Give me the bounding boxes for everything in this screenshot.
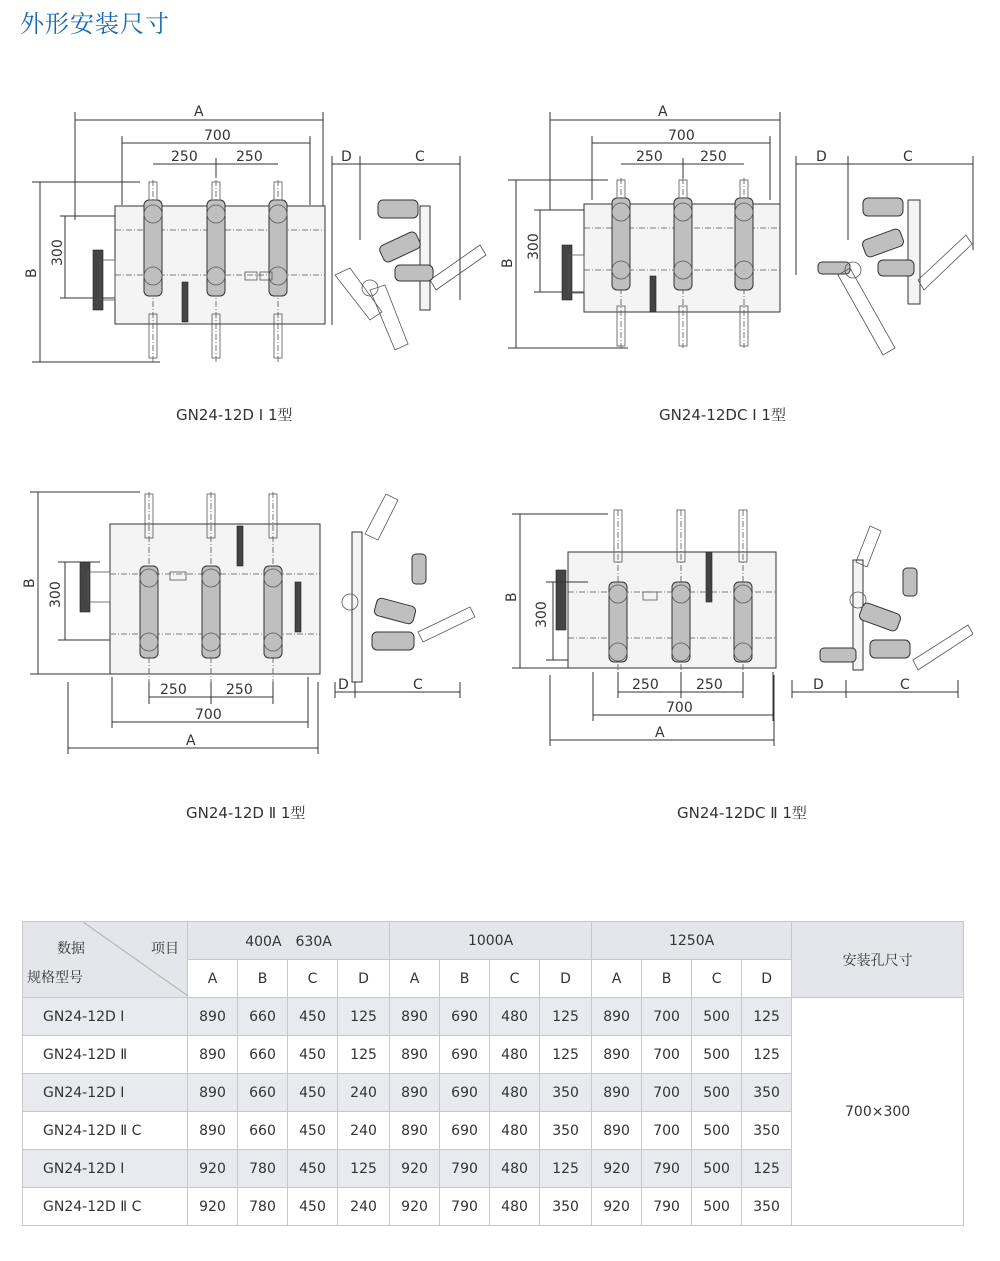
value-cell: 125 [338, 1150, 390, 1188]
value-cell: 350 [742, 1112, 792, 1150]
value-cell: 780 [238, 1188, 288, 1226]
value-cell: 450 [288, 1150, 338, 1188]
value-cell: 500 [692, 1150, 742, 1188]
value-cell: 450 [288, 1188, 338, 1226]
dim-300-label: 300 [534, 601, 550, 628]
value-cell: 890 [592, 1112, 642, 1150]
dim-c-label: C [900, 677, 910, 693]
value-cell: 890 [390, 998, 440, 1036]
value-cell: 480 [490, 1188, 540, 1226]
value-cell: 500 [692, 1074, 742, 1112]
value-cell: 890 [592, 1074, 642, 1112]
sub-header: B [642, 960, 692, 998]
corner-data-label: 数据 [57, 941, 85, 957]
value-cell: 700 [642, 1036, 692, 1074]
value-cell: 660 [238, 1074, 288, 1112]
dim-700-label: 700 [195, 707, 222, 723]
dim-c-label: C [413, 677, 423, 693]
dim-250b-label: 250 [226, 682, 253, 698]
value-cell: 700 [642, 998, 692, 1036]
value-cell: 790 [440, 1188, 490, 1226]
value-cell: 480 [490, 1036, 540, 1074]
dim-b-label: B [500, 258, 516, 268]
value-cell: 700 [642, 1112, 692, 1150]
dim-b-label: B [24, 268, 40, 278]
value-cell: 890 [390, 1036, 440, 1074]
corner-model-label: 规格型号 [27, 970, 83, 986]
drawing-gn24-12dc-ii-1 [498, 500, 988, 750]
dim-300-label: 300 [48, 581, 64, 608]
group-header: 400A 630A [188, 922, 390, 960]
value-cell: 240 [338, 1188, 390, 1226]
drawing-gn24-12d-i-1 [20, 100, 490, 380]
value-cell: 450 [288, 1074, 338, 1112]
sub-header: B [440, 960, 490, 998]
value-cell: 125 [540, 1036, 592, 1074]
value-cell: 450 [288, 1036, 338, 1074]
dim-a-label: A [655, 725, 665, 741]
value-cell: 480 [490, 1112, 540, 1150]
sub-header: A [592, 960, 642, 998]
corner-item-label: 项目 [151, 941, 179, 957]
value-cell: 480 [490, 1150, 540, 1188]
dim-300-label: 300 [526, 233, 542, 260]
value-cell: 890 [390, 1074, 440, 1112]
value-cell: 450 [288, 998, 338, 1036]
dim-300-label: 300 [50, 239, 66, 266]
dim-250b-label: 250 [700, 149, 727, 165]
value-cell: 890 [390, 1112, 440, 1150]
dim-c-label: C [903, 149, 913, 165]
value-cell: 790 [440, 1150, 490, 1188]
dim-d-label: D [813, 677, 824, 693]
dim-700-label: 700 [666, 700, 693, 716]
value-cell: 350 [540, 1112, 592, 1150]
value-cell: 240 [338, 1112, 390, 1150]
drawing-gn24-12dc-i-1 [498, 100, 988, 380]
value-cell: 920 [592, 1188, 642, 1226]
value-cell: 125 [540, 998, 592, 1036]
dim-a-label: A [658, 104, 668, 120]
dim-250a-label: 250 [636, 149, 663, 165]
dim-d-label: D [816, 149, 827, 165]
mount-header: 安装孔尺寸 [792, 922, 964, 998]
dim-b-label: B [22, 578, 38, 588]
value-cell: 125 [338, 998, 390, 1036]
drawing-caption: GN24-12DC Ⅱ 1型 [677, 804, 807, 822]
dim-250b-label: 250 [236, 149, 263, 165]
value-cell: 890 [592, 1036, 642, 1074]
value-cell: 500 [692, 998, 742, 1036]
value-cell: 350 [540, 1188, 592, 1226]
dim-c-label: C [415, 149, 425, 165]
value-cell: 480 [490, 998, 540, 1036]
drawing-caption: GN24-12D Ⅰ 1型 [176, 406, 293, 424]
value-cell: 450 [288, 1112, 338, 1150]
corner-header [23, 922, 188, 998]
value-cell: 890 [188, 1112, 238, 1150]
sub-header: B [238, 960, 288, 998]
value-cell: 660 [238, 998, 288, 1036]
model-cell: GN24-12D Ⅱ C [23, 1188, 188, 1226]
model-cell: GN24-12D Ⅱ [23, 1036, 188, 1074]
value-cell: 780 [238, 1150, 288, 1188]
model-cell: GN24-12D Ⅰ [23, 1150, 188, 1188]
sub-header: C [490, 960, 540, 998]
group-header: 1000A [390, 922, 592, 960]
sub-header: A [188, 960, 238, 998]
group-header: 1250A [592, 922, 792, 960]
model-cell: GN24-12D Ⅰ [23, 1074, 188, 1112]
drawing-caption: GN24-12D Ⅱ 1型 [186, 804, 306, 822]
value-cell: 240 [338, 1074, 390, 1112]
value-cell: 690 [440, 1036, 490, 1074]
value-cell: 660 [238, 1036, 288, 1074]
value-cell: 790 [642, 1188, 692, 1226]
sub-header: D [742, 960, 792, 998]
value-cell: 125 [540, 1150, 592, 1188]
value-cell: 700 [642, 1074, 692, 1112]
value-cell: 125 [742, 1036, 792, 1074]
value-cell: 350 [742, 1188, 792, 1226]
value-cell: 890 [188, 1074, 238, 1112]
value-cell: 660 [238, 1112, 288, 1150]
value-cell: 690 [440, 1112, 490, 1150]
drawing-gn24-12d-ii-1 [20, 482, 490, 757]
sub-header: C [288, 960, 338, 998]
page-title: 外形安装尺寸 [20, 10, 170, 38]
mount-value: 700×300 [792, 998, 964, 1226]
value-cell: 500 [692, 1112, 742, 1150]
value-cell: 125 [742, 998, 792, 1036]
value-cell: 920 [390, 1150, 440, 1188]
sub-header: C [692, 960, 742, 998]
spec-table [22, 921, 964, 1226]
dim-a-label: A [194, 104, 204, 120]
value-cell: 920 [592, 1150, 642, 1188]
dim-700-label: 700 [204, 128, 231, 144]
value-cell: 125 [742, 1150, 792, 1188]
value-cell: 480 [490, 1074, 540, 1112]
value-cell: 920 [390, 1188, 440, 1226]
sub-header: A [390, 960, 440, 998]
value-cell: 690 [440, 998, 490, 1036]
dim-700-label: 700 [668, 128, 695, 144]
dim-d-label: D [341, 149, 352, 165]
model-cell: GN24-12D Ⅱ C [23, 1112, 188, 1150]
value-cell: 890 [592, 998, 642, 1036]
dim-b-label: B [504, 592, 520, 602]
table-row [23, 998, 964, 1036]
dim-250b-label: 250 [696, 677, 723, 693]
dim-a-label: A [186, 733, 196, 749]
model-cell: GN24-12D Ⅰ [23, 998, 188, 1036]
value-cell: 920 [188, 1150, 238, 1188]
dim-d-label: D [338, 677, 349, 693]
sub-header: D [338, 960, 390, 998]
drawing-caption: GN24-12DC Ⅰ 1型 [659, 406, 786, 424]
value-cell: 350 [540, 1074, 592, 1112]
value-cell: 500 [692, 1036, 742, 1074]
value-cell: 890 [188, 1036, 238, 1074]
dim-250a-label: 250 [632, 677, 659, 693]
value-cell: 890 [188, 998, 238, 1036]
value-cell: 350 [742, 1074, 792, 1112]
sub-header: D [540, 960, 592, 998]
value-cell: 125 [338, 1036, 390, 1074]
value-cell: 790 [642, 1150, 692, 1188]
dim-250a-label: 250 [160, 682, 187, 698]
value-cell: 690 [440, 1074, 490, 1112]
dim-250a-label: 250 [171, 149, 198, 165]
value-cell: 920 [188, 1188, 238, 1226]
value-cell: 500 [692, 1188, 742, 1226]
